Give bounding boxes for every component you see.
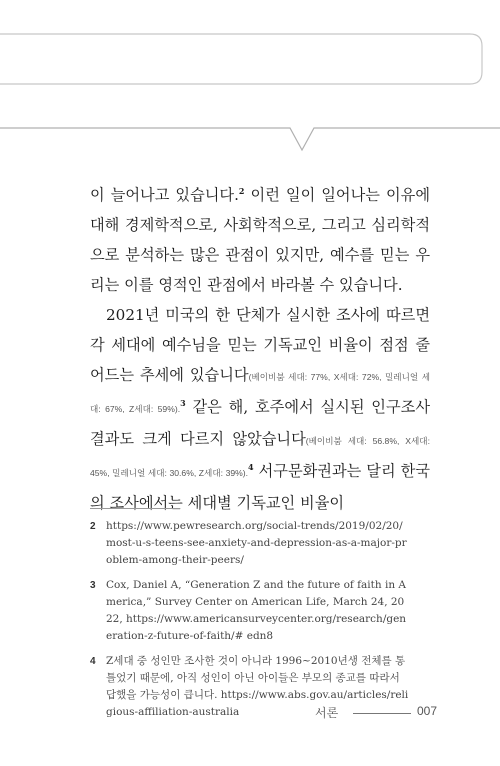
footnote-ref-2[interactable]: 2 bbox=[238, 186, 245, 196]
paragraph-1-part-a: 이 늘어나고 있습니다. bbox=[90, 186, 239, 204]
footnote-text[interactable]: Z세대 중 성인만 조사한 것이 아니라 1996~2010년생 전체를 통틀었기 때문에, 아직 성인이 아닌 아이들은 부모의 종교를 따라서 답했을 가능성이 큽니다. https://www.abs.gov.au/articles/religious-affiliation-australia bbox=[106, 655, 409, 718]
footnote-divider bbox=[90, 508, 180, 509]
footnote-ref-4[interactable]: 4 bbox=[248, 462, 254, 472]
paragraph-2-part-b: 같은 해, 호주에서 실시된 인구조사 결과도 크게 다르지 않았습니다 bbox=[90, 398, 430, 448]
footnote-text[interactable]: https://www.pewresearch.org/social-trends/2019/02/20/most-u-s-teens-see-anxiety-and-depression-as-a-major-problem-among-their-peers/ bbox=[106, 520, 407, 566]
footnote-ref-3[interactable]: 3 bbox=[180, 398, 186, 408]
body-text bbox=[90, 180, 430, 518]
paragraph-2-part-a: 2021년 미국의 한 단체가 실시한 조사에 따르면 각 세대에 예수님을 믿는 기독교인 비율이 점점 줄어드는 추세에 있습니다 bbox=[90, 306, 430, 384]
footnote-3 bbox=[90, 577, 410, 645]
section-title: 서론 bbox=[315, 706, 339, 720]
us-survey-figures: (베이비붐 세대: 77%, X세대: 72%, 밀레니얼 세대: 67%, Z세대: 59%). bbox=[90, 372, 430, 414]
footnote-2 bbox=[90, 518, 410, 569]
page-number: 007 bbox=[417, 704, 438, 718]
page-footer bbox=[305, 704, 438, 724]
footnote-text[interactable]: Cox, Daniel A, “Generation Z and the future of faith in America,” Survey Center on American Life, March 24, 2022, https://www.americansurveycenter.org/research/generation-z-future-of-faith/# edn8 bbox=[106, 579, 407, 642]
footnotes bbox=[90, 518, 410, 729]
paragraph-2 bbox=[90, 300, 430, 518]
paragraph-1-part-b: 이런 일이 일어나는 이유에 대해 경제학적으로, 사회학적으로, 그리고 심리학적으로 분석하는 많은 관점이 있지만, 예수를 믿는 우리는 이를 영적인 관점에서 바라볼 수 있습니다. bbox=[90, 186, 430, 294]
footnote-number: 2 bbox=[90, 521, 96, 532]
australia-census-figures: (베이비붐 세대: 56.8%, X세대: 45%, 밀레니얼 세대: 30.6%, Z세대: 39%). bbox=[90, 436, 430, 478]
footer-rule bbox=[353, 713, 411, 714]
paragraph-2-part-c: 서구문화권과는 달리 한국의 조사에서는 세대별 기독교인 비율이 bbox=[90, 462, 430, 512]
header-decoration bbox=[0, 0, 500, 170]
footnote-number: 4 bbox=[90, 656, 96, 667]
footnote-number: 3 bbox=[90, 580, 96, 591]
paragraph-1 bbox=[90, 180, 430, 300]
